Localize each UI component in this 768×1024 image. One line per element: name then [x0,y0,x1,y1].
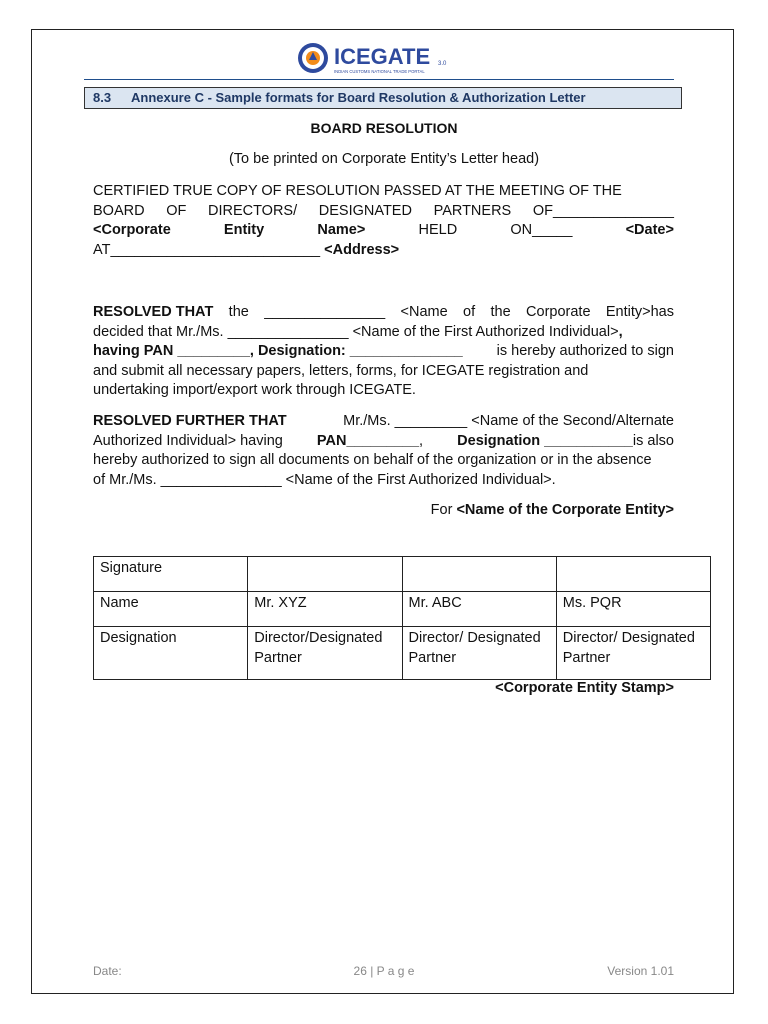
certified-line-4 [93,241,674,261]
address-blank: AT__________________________ [93,241,325,258]
table-cell: Director/ Designated Partner [402,627,556,680]
word: the [490,304,511,320]
word: <Corporate [93,222,171,238]
word: Name> [317,222,366,238]
further-line-4 [93,471,674,491]
resolved-line-3 [93,342,674,362]
certified-text-1: CERTIFIED TRUE COPY OF RESOLUTION PASSED AT THE MEETING OF THE [93,183,622,199]
word: <Date> [625,222,674,238]
resolved-line-4 [93,362,674,382]
resolved-line-1 [93,303,674,323]
for-prefix: For [430,502,457,518]
table-cell: Name [94,592,248,627]
word: Entity [223,222,265,238]
further-line-1 [93,412,674,432]
word: HELD [418,222,458,238]
word: DESIGNATED [318,202,412,219]
section-heading [84,87,682,109]
certified-paragraph [93,182,674,260]
resolved-paragraph [93,303,674,401]
header-rule [84,79,674,80]
resolved-line-2 [93,323,674,343]
word: PARTNERS [433,202,512,219]
further-text-1: Mr./Ms. _________ <Name of the Second/Alternate [343,413,674,429]
signature-table [93,556,711,680]
word: OF_______________ [532,202,674,219]
table-cell: Mr. XYZ [248,592,402,627]
resolved-further-label: RESOLVED FURTHER THAT [93,413,287,429]
table-row [94,557,711,592]
logo-text: ICEGATE [334,44,431,69]
resolved-further-paragraph [93,412,674,490]
table-cell [248,557,402,592]
table-cell: Director/Designated Partner [248,627,402,680]
word: OF [166,202,187,219]
table-cell [556,557,710,592]
icegate-logo [296,38,456,78]
word: BOARD [93,202,145,219]
word: ON_____ [510,222,573,238]
further-line-3 [93,451,674,471]
pan-field: PAN_________ [316,432,420,449]
further-text-3: hereby authorized to sign all documents on behalf of the organization or in the absence [93,452,652,468]
footer-version: Version 1.01 [607,964,674,978]
word: the [228,304,249,320]
designation-field: Designation ___________ [457,432,633,449]
certified-line-1 [93,182,674,202]
resolved-that-label: RESOLVED THAT [93,304,214,320]
address-placeholder: <Address> [324,241,400,258]
section-title: Annexure C - Sample formats for Board Resolution & Authorization Letter [131,90,586,105]
certified-line-2 [93,202,674,222]
certified-line-3 [93,221,674,241]
resolved-text-5: undertaking import/export work through ICEGATE. [93,382,416,398]
entity-placeholder: <Name of the Corporate Entity> [456,502,674,518]
word: of [463,304,476,320]
table-cell: Ms. PQR [556,592,710,627]
further-text-2: Authorized Individual> having [93,432,283,449]
word: Corporate [526,304,591,320]
resolved-text-3: is hereby authorized to sign [496,343,674,359]
section-number: 8.3 [93,90,112,105]
comma: , [618,323,623,340]
word: _______________ [264,304,386,320]
for-entity-line [93,502,674,518]
further-line-2: Authorized Individual> having PAN_________, Designation ___________is also [93,432,674,452]
logo-suffix: 3.0 [438,61,447,67]
table-cell: Mr. ABC [402,592,556,627]
resolved-text-4: and submit all necessary papers, letters, forms, for ICEGATE registration and [93,362,589,379]
table-cell: Designation [94,627,248,680]
further-text-4: of Mr./Ms. _______________ <Name of the First Authorized Individual>. [93,471,556,488]
table-cell: Signature [94,557,248,592]
word: DIRECTORS/ [207,202,298,219]
document-subtitle: (To be printed on Corporate Entity’s Letter head) [228,151,540,167]
further-text-2-end: is also [632,432,674,449]
table-cell [402,557,556,592]
document-title: BOARD RESOLUTION [310,120,458,136]
table-row [94,592,711,627]
table-cell: Director/ Designated Partner [556,627,710,680]
resolved-text-2: decided that Mr./Ms. _______________ <Name of the First Authorized Individual> [93,323,619,340]
word: <Name [400,304,448,320]
resolved-line-5 [93,381,674,401]
corporate-stamp-label: <Corporate Entity Stamp> [495,680,674,696]
word: Entity>has [605,304,674,320]
footer-date: Date: [93,964,122,978]
pan-designation-fields: having PAN _________, Designation: ______________ [93,343,463,359]
table-row [94,627,711,680]
footer-page-number: 26 | P a g e [353,964,415,978]
logo-tagline: INDIAN CUSTOMS NATIONAL TRADE PORTAL [334,69,425,74]
